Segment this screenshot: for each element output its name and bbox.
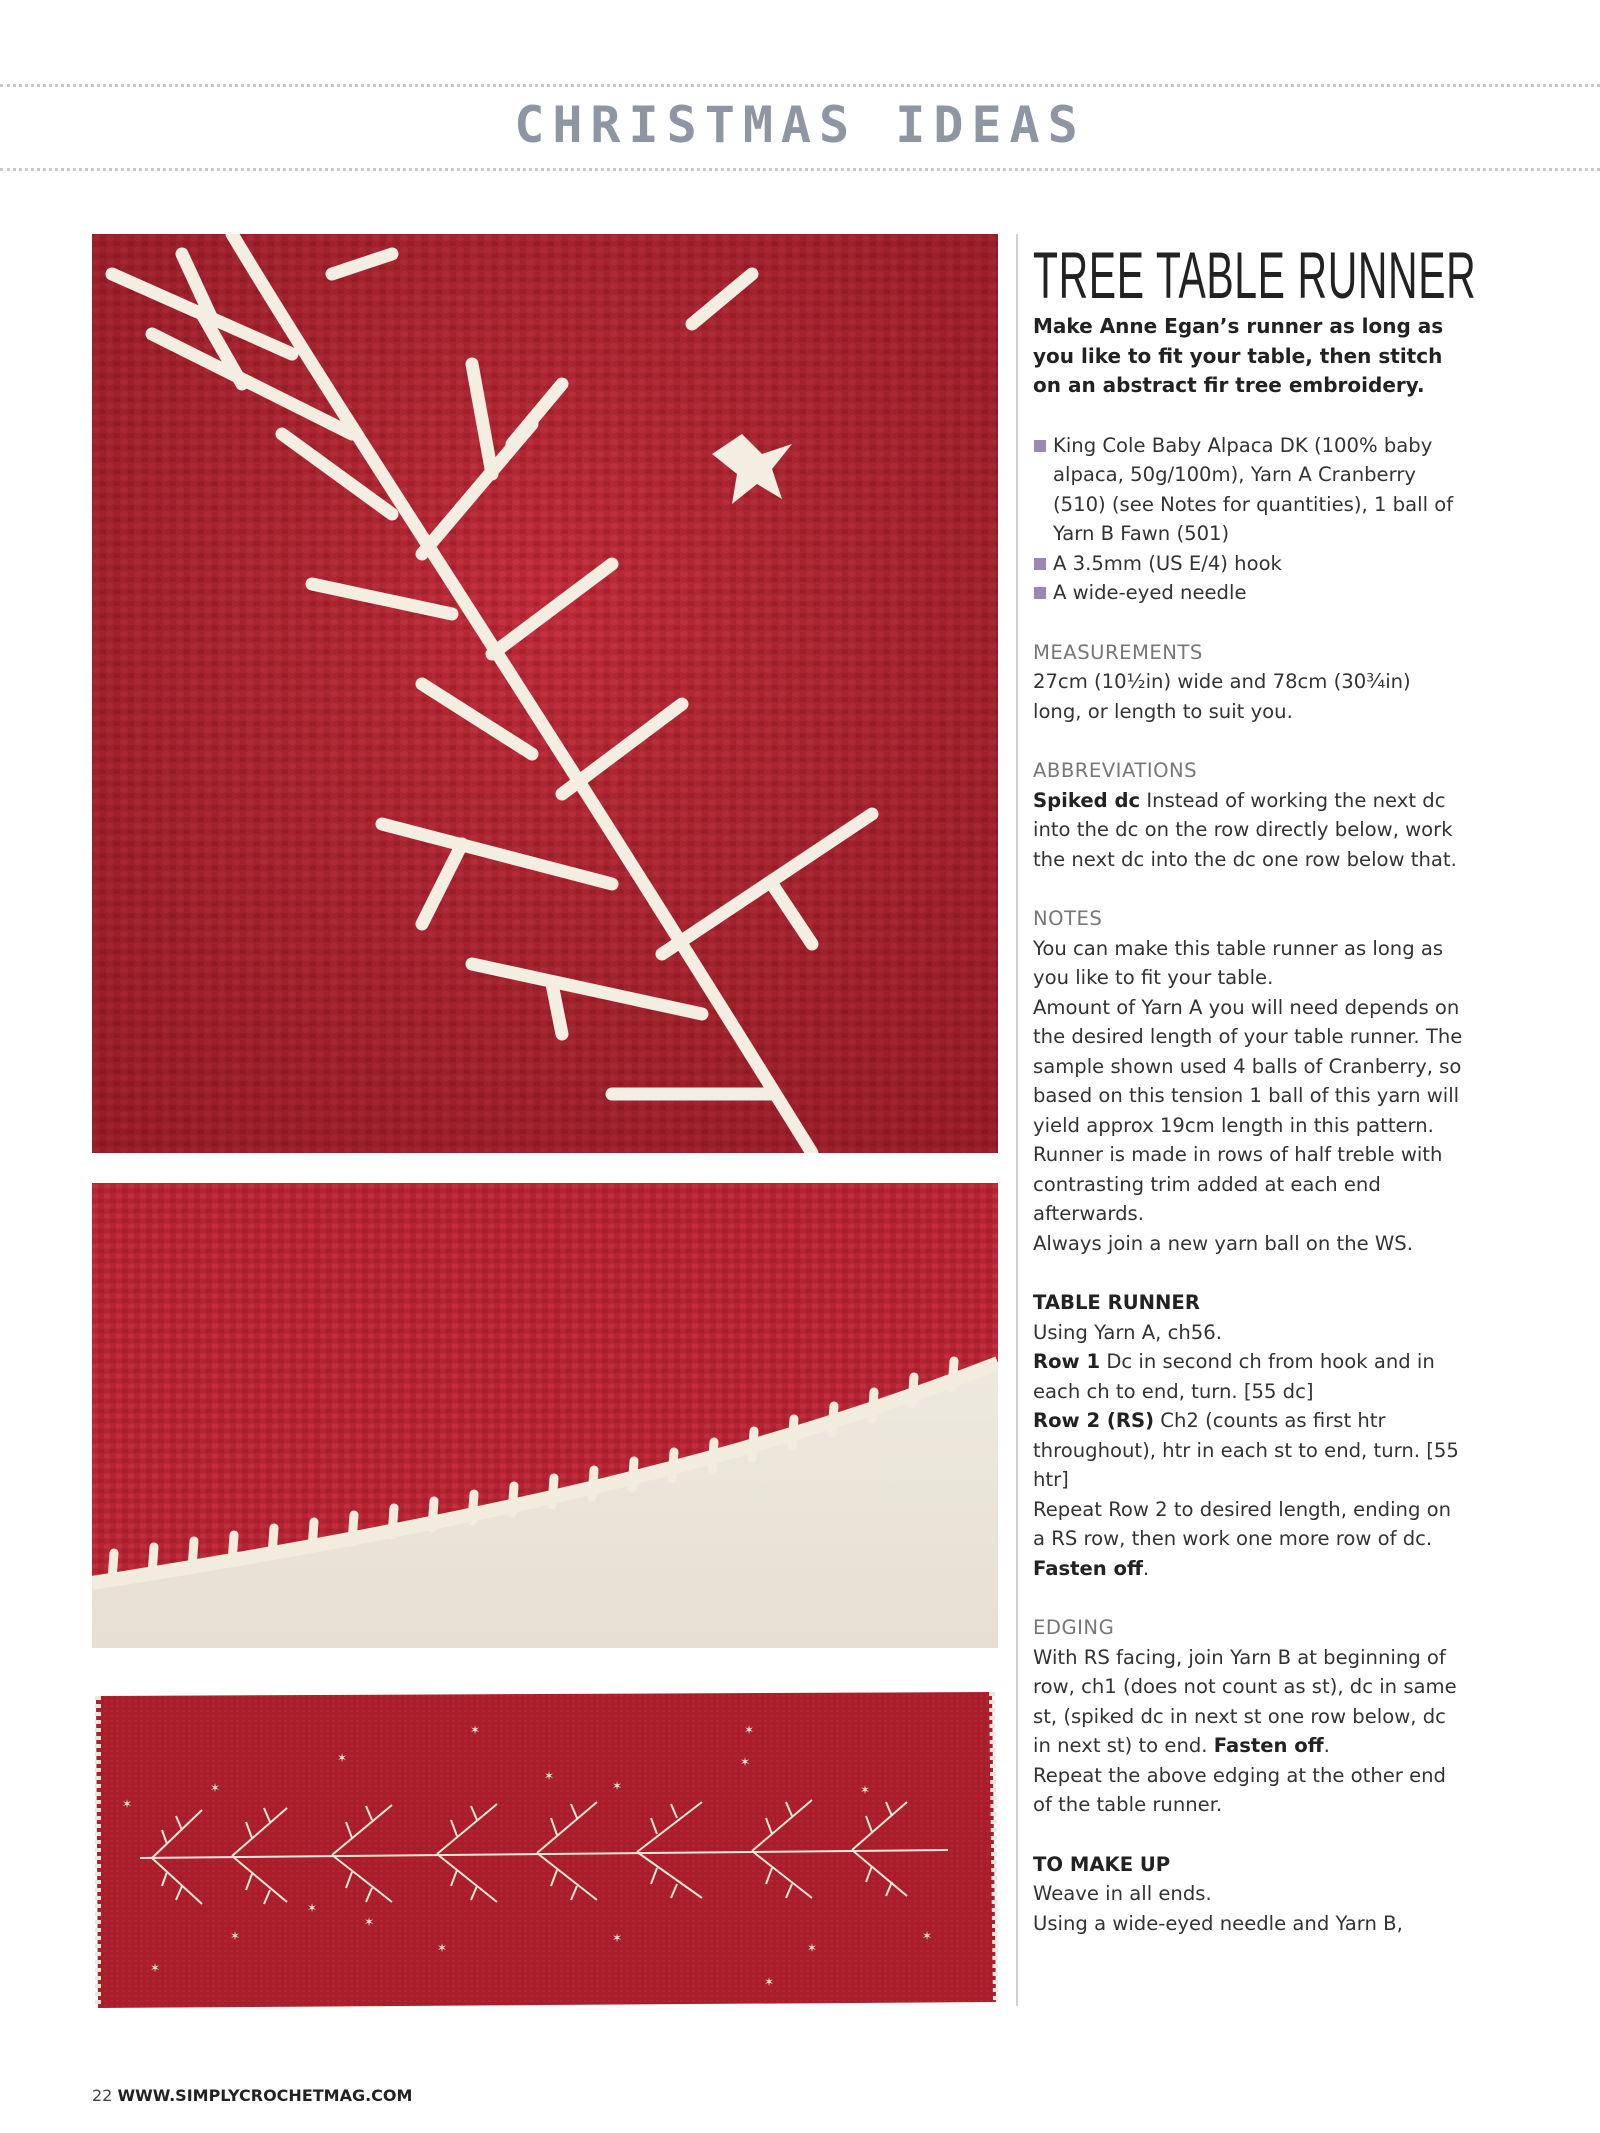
svg-text:✶: ✶ (764, 1975, 775, 1989)
svg-text:✶: ✶ (150, 1961, 161, 1975)
row-1-instruction: Row 1 Dc in second ch from hook and in each ch to end, turn. [55 dc] (1033, 1350, 1435, 1403)
square-bullet-icon (1034, 587, 1046, 599)
abbreviation-term: Spiked dc (1033, 788, 1141, 812)
svg-text:✶: ✶ (210, 1781, 221, 1795)
standfirst: Make Anne Egan’s runner as long as you like to fit your table, then stitch on an abstract fir tree embroidery. (1033, 314, 1444, 397)
edging-heading: EDGING (1033, 1616, 1115, 1639)
footer-url: WWW.SIMPLYCROCHETMAG.COM (117, 2086, 413, 2105)
embroidery-closeup-photo (92, 234, 998, 1153)
page-footer (92, 2086, 412, 2105)
requirement-item: A wide-eyed needle (1033, 578, 1463, 608)
svg-text:✶: ✶ (337, 1751, 348, 1765)
square-bullet-icon (1034, 440, 1046, 452)
table-runner-heading: TABLE RUNNER (1033, 1291, 1200, 1314)
requirements-list (1033, 431, 1463, 608)
svg-text:✶: ✶ (437, 1941, 448, 1955)
svg-text:✶: ✶ (307, 1901, 318, 1915)
svg-text:✶: ✶ (364, 1915, 375, 1929)
svg-text:✶: ✶ (807, 1941, 818, 1955)
svg-text:✶: ✶ (230, 1929, 241, 1943)
measurements-text: 27cm (10½in) wide and 78cm (30¾in) long, or length to suit you. (1033, 670, 1411, 723)
abbreviations-text: Spiked dc Instead of working the next dc into the dc on the row directly below, work the next dc into the dc one row below that. (1033, 788, 1457, 871)
svg-text:✶: ✶ (122, 1797, 133, 1811)
svg-text:✶: ✶ (922, 1929, 933, 1943)
pattern-column (1033, 238, 1477, 1938)
edging-instruction: With RS facing, join Yarn B at beginning of row, ch1 (does not count as st), dc in same st, (spiked dc in next st one row below, dc in next st) to end. Fasten off. (1033, 1645, 1457, 1757)
pattern-title: TREE TABLE RUNNER (1033, 238, 1477, 312)
abbreviations-heading: ABBREVIATIONS (1033, 759, 1198, 782)
svg-text:✶: ✶ (740, 1755, 751, 1769)
bottom-dotted-rule (0, 168, 1600, 171)
square-bullet-icon (1034, 558, 1046, 570)
edging-repeat: Repeat the above edging at the other end of the table runner. (1033, 1763, 1446, 1816)
repeat-instruction: Repeat Row 2 to desired length, ending on a RS row, then work one more row of dc. Fasten off. (1033, 1497, 1452, 1580)
svg-text:✶: ✶ (544, 1769, 555, 1783)
svg-text:✶: ✶ (470, 1723, 481, 1737)
svg-text:✶: ✶ (612, 1931, 623, 1945)
to-make-up-heading: TO MAKE UP (1033, 1852, 1171, 1876)
top-dotted-rule (0, 84, 1600, 87)
edging-closeup-photo (92, 1183, 998, 1648)
notes-heading: NOTES (1033, 907, 1103, 930)
make-up-line: Using a wide-eyed needle and Yarn B, (1033, 1911, 1403, 1935)
svg-text:✶: ✶ (744, 1723, 755, 1737)
notes-line: Runner is made in rows of half treble with contrasting trim added at each end afterwards. (1033, 1143, 1443, 1225)
svg-text:✶: ✶ (612, 1779, 623, 1793)
section-title: CHRISTMAS IDEAS (514, 96, 1086, 154)
requirement-item: King Cole Baby Alpaca DK (100% baby alpaca, 50g/100m), Yarn A Cranberry (510) (see Notes for quantities), 1 ball of Yarn B Fawn (501) (1033, 431, 1463, 549)
row-2-instruction: Row 2 (RS) Ch2 (counts as first htr throughout), htr in each st to end, turn. [55 htr] (1033, 1409, 1459, 1491)
requirement-item: A 3.5mm (US E/4) hook (1033, 549, 1463, 579)
notes-line: Amount of Yarn A you will need depends on the desired length of your table runner. The sample shown used 4 balls of Cranberry, so based on this tension 1 ball of this yarn will yield approx 19cm length in this pattern. (1033, 995, 1463, 1137)
make-up-line: Weave in all ends. (1033, 1882, 1212, 1905)
column-divider (1016, 234, 1018, 2006)
table-runner-photo (92, 1690, 998, 2012)
page-number: 22 (92, 2086, 113, 2105)
table-runner-intro: Using Yarn A, ch56. (1033, 1320, 1222, 1344)
svg-text:✶: ✶ (860, 1783, 871, 1797)
notes-line: Always join a new yarn ball on the WS. (1033, 1231, 1413, 1255)
notes-line: You can make this table runner as long as you like to fit your table. (1033, 936, 1444, 989)
measurements-heading: MEASUREMENTS (1033, 640, 1203, 664)
